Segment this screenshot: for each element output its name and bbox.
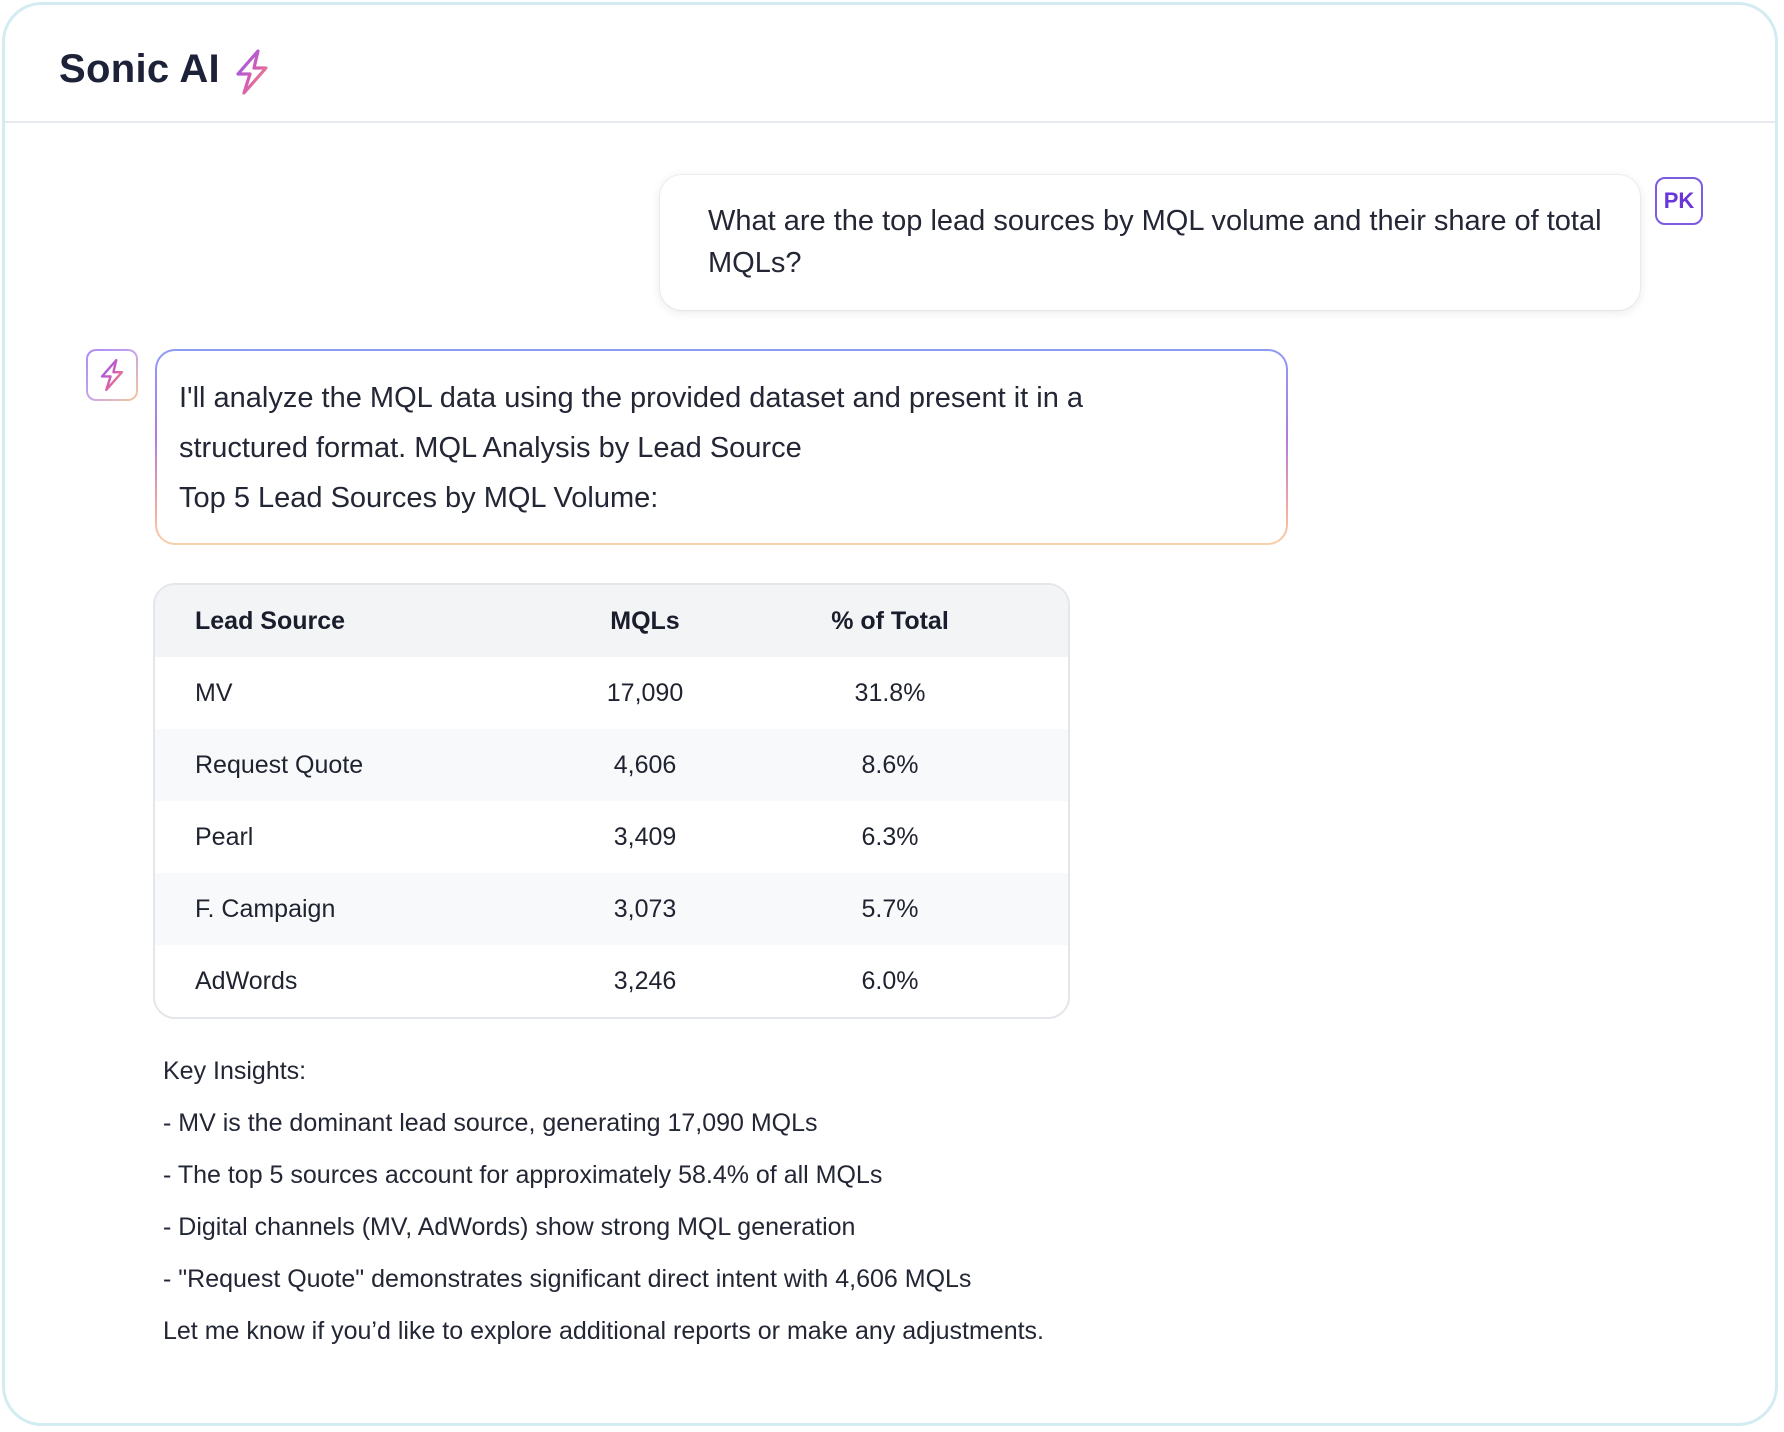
lightning-bolt-icon <box>97 358 127 392</box>
column-header-lead-source: Lead Source <box>195 607 346 635</box>
user-avatar[interactable]: PK <box>1655 177 1703 225</box>
insights-heading: Key Insights: <box>163 1057 307 1085</box>
ai-message-line: I'll analyze the MQL data using the provided dataset and present it in a <box>179 382 1084 414</box>
percent-cell: 8.6% <box>861 751 919 779</box>
ai-message-line: Top 5 Lead Sources by MQL Volume: <box>179 482 659 514</box>
table-row <box>155 873 1068 945</box>
mqls-cell: 3,073 <box>613 895 677 923</box>
ai-avatar <box>86 349 138 401</box>
insight-item: - "Request Quote" demonstrates significant direct intent with 4,606 MQLs <box>163 1265 972 1293</box>
mqls-cell: 4,606 <box>613 751 677 779</box>
table-row <box>155 945 1068 1017</box>
table-row <box>155 729 1068 801</box>
table-row <box>155 801 1068 873</box>
insight-item: - MV is the dominant lead source, generating 17,090 MQLs <box>163 1109 818 1137</box>
percent-cell: 31.8% <box>854 679 926 707</box>
lead-source-cell: MV <box>195 679 233 707</box>
lead-source-cell: Request Quote <box>195 751 364 779</box>
app-title: Sonic AI <box>59 47 220 91</box>
mqls-cell: 3,409 <box>613 823 677 851</box>
percent-cell: 5.7% <box>861 895 919 923</box>
user-message-bubble: What are the top lead sources by MQL volume and their share of total MQLs? <box>660 175 1640 310</box>
ai-message-line: structured format. MQL Analysis by Lead Source <box>179 432 802 464</box>
lead-source-cell: AdWords <box>195 967 298 995</box>
lead-source-table <box>153 583 1070 1019</box>
closing-text: Let me know if you’d like to explore additional reports or make any adjustments. <box>163 1317 1045 1345</box>
lead-source-cell: Pearl <box>195 823 254 851</box>
column-header-mqls: MQLs <box>610 607 680 635</box>
percent-cell: 6.3% <box>861 823 919 851</box>
lightning-bolt-icon <box>231 48 273 96</box>
chat-window <box>2 2 1778 1426</box>
app-header <box>5 5 1775 123</box>
insight-item: - The top 5 sources account for approximately 58.4% of all MQLs <box>163 1161 883 1189</box>
percent-cell: 6.0% <box>861 967 919 995</box>
insight-item: - Digital channels (MV, AdWords) show strong MQL generation <box>163 1213 856 1241</box>
mqls-cell: 3,246 <box>613 967 677 995</box>
lead-source-cell: F. Campaign <box>195 895 336 923</box>
column-header-percent: % of Total <box>831 607 949 635</box>
key-insights <box>163 1045 1363 1357</box>
table-header-row <box>155 585 1068 657</box>
ai-message-bubble <box>155 349 1288 545</box>
mqls-cell: 17,090 <box>606 679 684 707</box>
table-row <box>155 657 1068 729</box>
